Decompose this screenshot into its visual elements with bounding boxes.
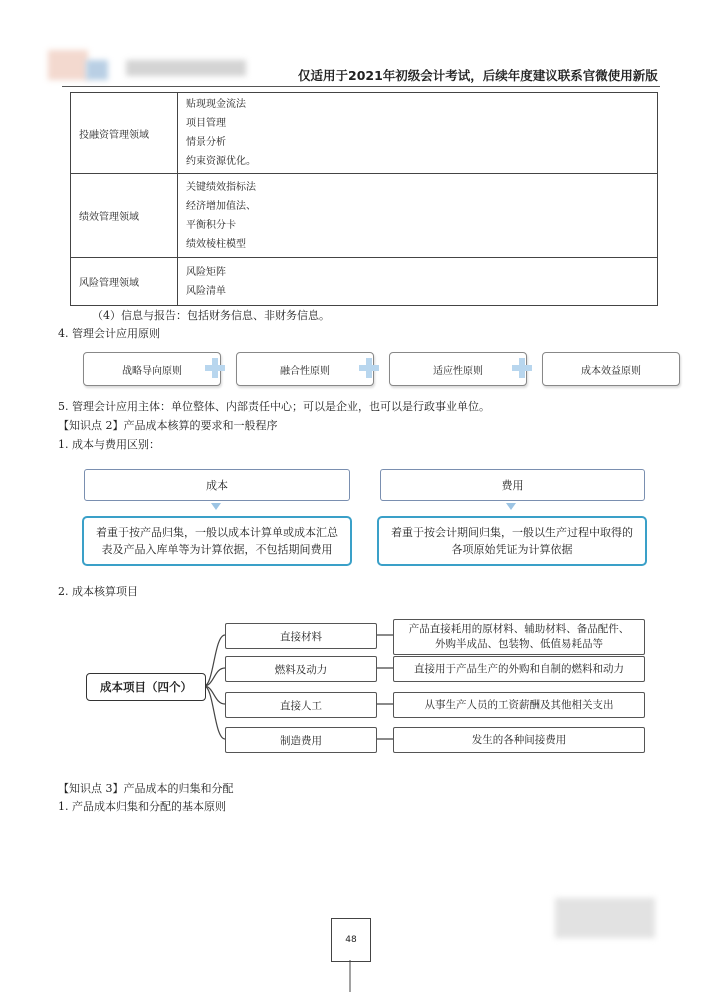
- cost-desc-line: 着重于按产品归集，一般以成本计算单或成本汇总: [96, 526, 338, 539]
- connector-line: [204, 635, 225, 686]
- tool-item: 情景分析: [186, 137, 226, 148]
- section5-text: 5. 管理会计应用主体：单位整体、内部责任中心；可以是企业，也可以是行政事业单位。: [58, 400, 490, 413]
- tool-item: 经济增加值法、: [186, 200, 256, 212]
- cost-item-name: 燃料及动力: [225, 656, 377, 682]
- expense-desc-line: 着重于按会计期间归集，一般以生产过程中取得的: [391, 526, 633, 539]
- header-title: 仅适用于2021年初级会计考试，后续年度建议联系官微使用新版: [298, 68, 658, 83]
- kp2-item2: 2. 成本核算项目: [58, 585, 138, 598]
- cost-desc-line: 表及产品入库单等为计算依据，不包括期间费用: [101, 543, 333, 556]
- tool-item: 项目管理: [186, 118, 226, 129]
- principle-box: 融合性原则: [236, 352, 374, 386]
- cost-item-desc: [393, 692, 645, 718]
- cost-item-name: 直接人工: [225, 692, 377, 718]
- kp2-item1: 1. 成本与费用区别：: [58, 438, 160, 451]
- principle-box: 成本效益原则: [542, 352, 680, 386]
- principle-box: 适应性原则: [389, 352, 527, 386]
- kp2-title: 【知识点 2】产品成本核算的要求和一般程序: [58, 419, 278, 432]
- tool-item: 风险矩阵: [186, 266, 226, 278]
- cost-item-desc: [393, 619, 645, 655]
- expense-header: 费用: [380, 469, 645, 501]
- expense-desc-line: 各项原始凭证为计算依据: [451, 543, 573, 556]
- connector-line: [204, 686, 225, 739]
- table-cell-field: 投融资管理领域: [71, 93, 178, 174]
- tool-item: 绩效棱柱模型: [186, 238, 246, 250]
- cost-header: 成本: [84, 469, 350, 501]
- cost-item-desc-line: 产品直接耗用的原材料、辅助材料、备品配件、: [408, 623, 630, 635]
- tool-item: 约束资源优化。: [186, 156, 256, 167]
- section4-heading: 4. 管理会计应用原则: [58, 327, 160, 340]
- cost-item-desc-line: 直接用于产品生产的外购和自制的燃料和动力: [414, 662, 624, 675]
- tool-item: 风险清单: [186, 285, 226, 297]
- item4-note: （4）信息与报告：包括财务信息、非财务信息。: [92, 309, 330, 322]
- cost-item-name: 制造费用: [225, 727, 377, 753]
- cost-item-desc-line: 从事生产人员的工资薪酬及其他相关支出: [424, 698, 614, 711]
- kp3-title: 【知识点 3】产品成本的归集和分配: [58, 782, 234, 795]
- cost-items-root: 成本项目（四个）: [86, 673, 206, 701]
- cost-item-name: 直接材料: [225, 623, 377, 649]
- cost-item-desc: [393, 656, 645, 682]
- cost-item-desc-line: 外购半成品、包装物、低值易耗品等: [435, 638, 603, 650]
- page-number: 48: [331, 918, 371, 962]
- cost-item-desc-line: 发生的各种间接费用: [471, 733, 567, 746]
- table-cell-field: 绩效管理领域: [71, 174, 178, 258]
- kp3-item1: 1. 产品成本归集和分配的基本原则: [58, 800, 226, 813]
- principle-box: 战略导向原则: [83, 352, 221, 386]
- table-cell-field: 风险管理领域: [71, 258, 178, 306]
- tool-item: 平衡积分卡: [186, 219, 236, 231]
- tool-item: 关键绩效指标法: [186, 181, 256, 193]
- tool-item: 贴现现金流法: [186, 99, 246, 110]
- cost-item-desc: [393, 727, 645, 753]
